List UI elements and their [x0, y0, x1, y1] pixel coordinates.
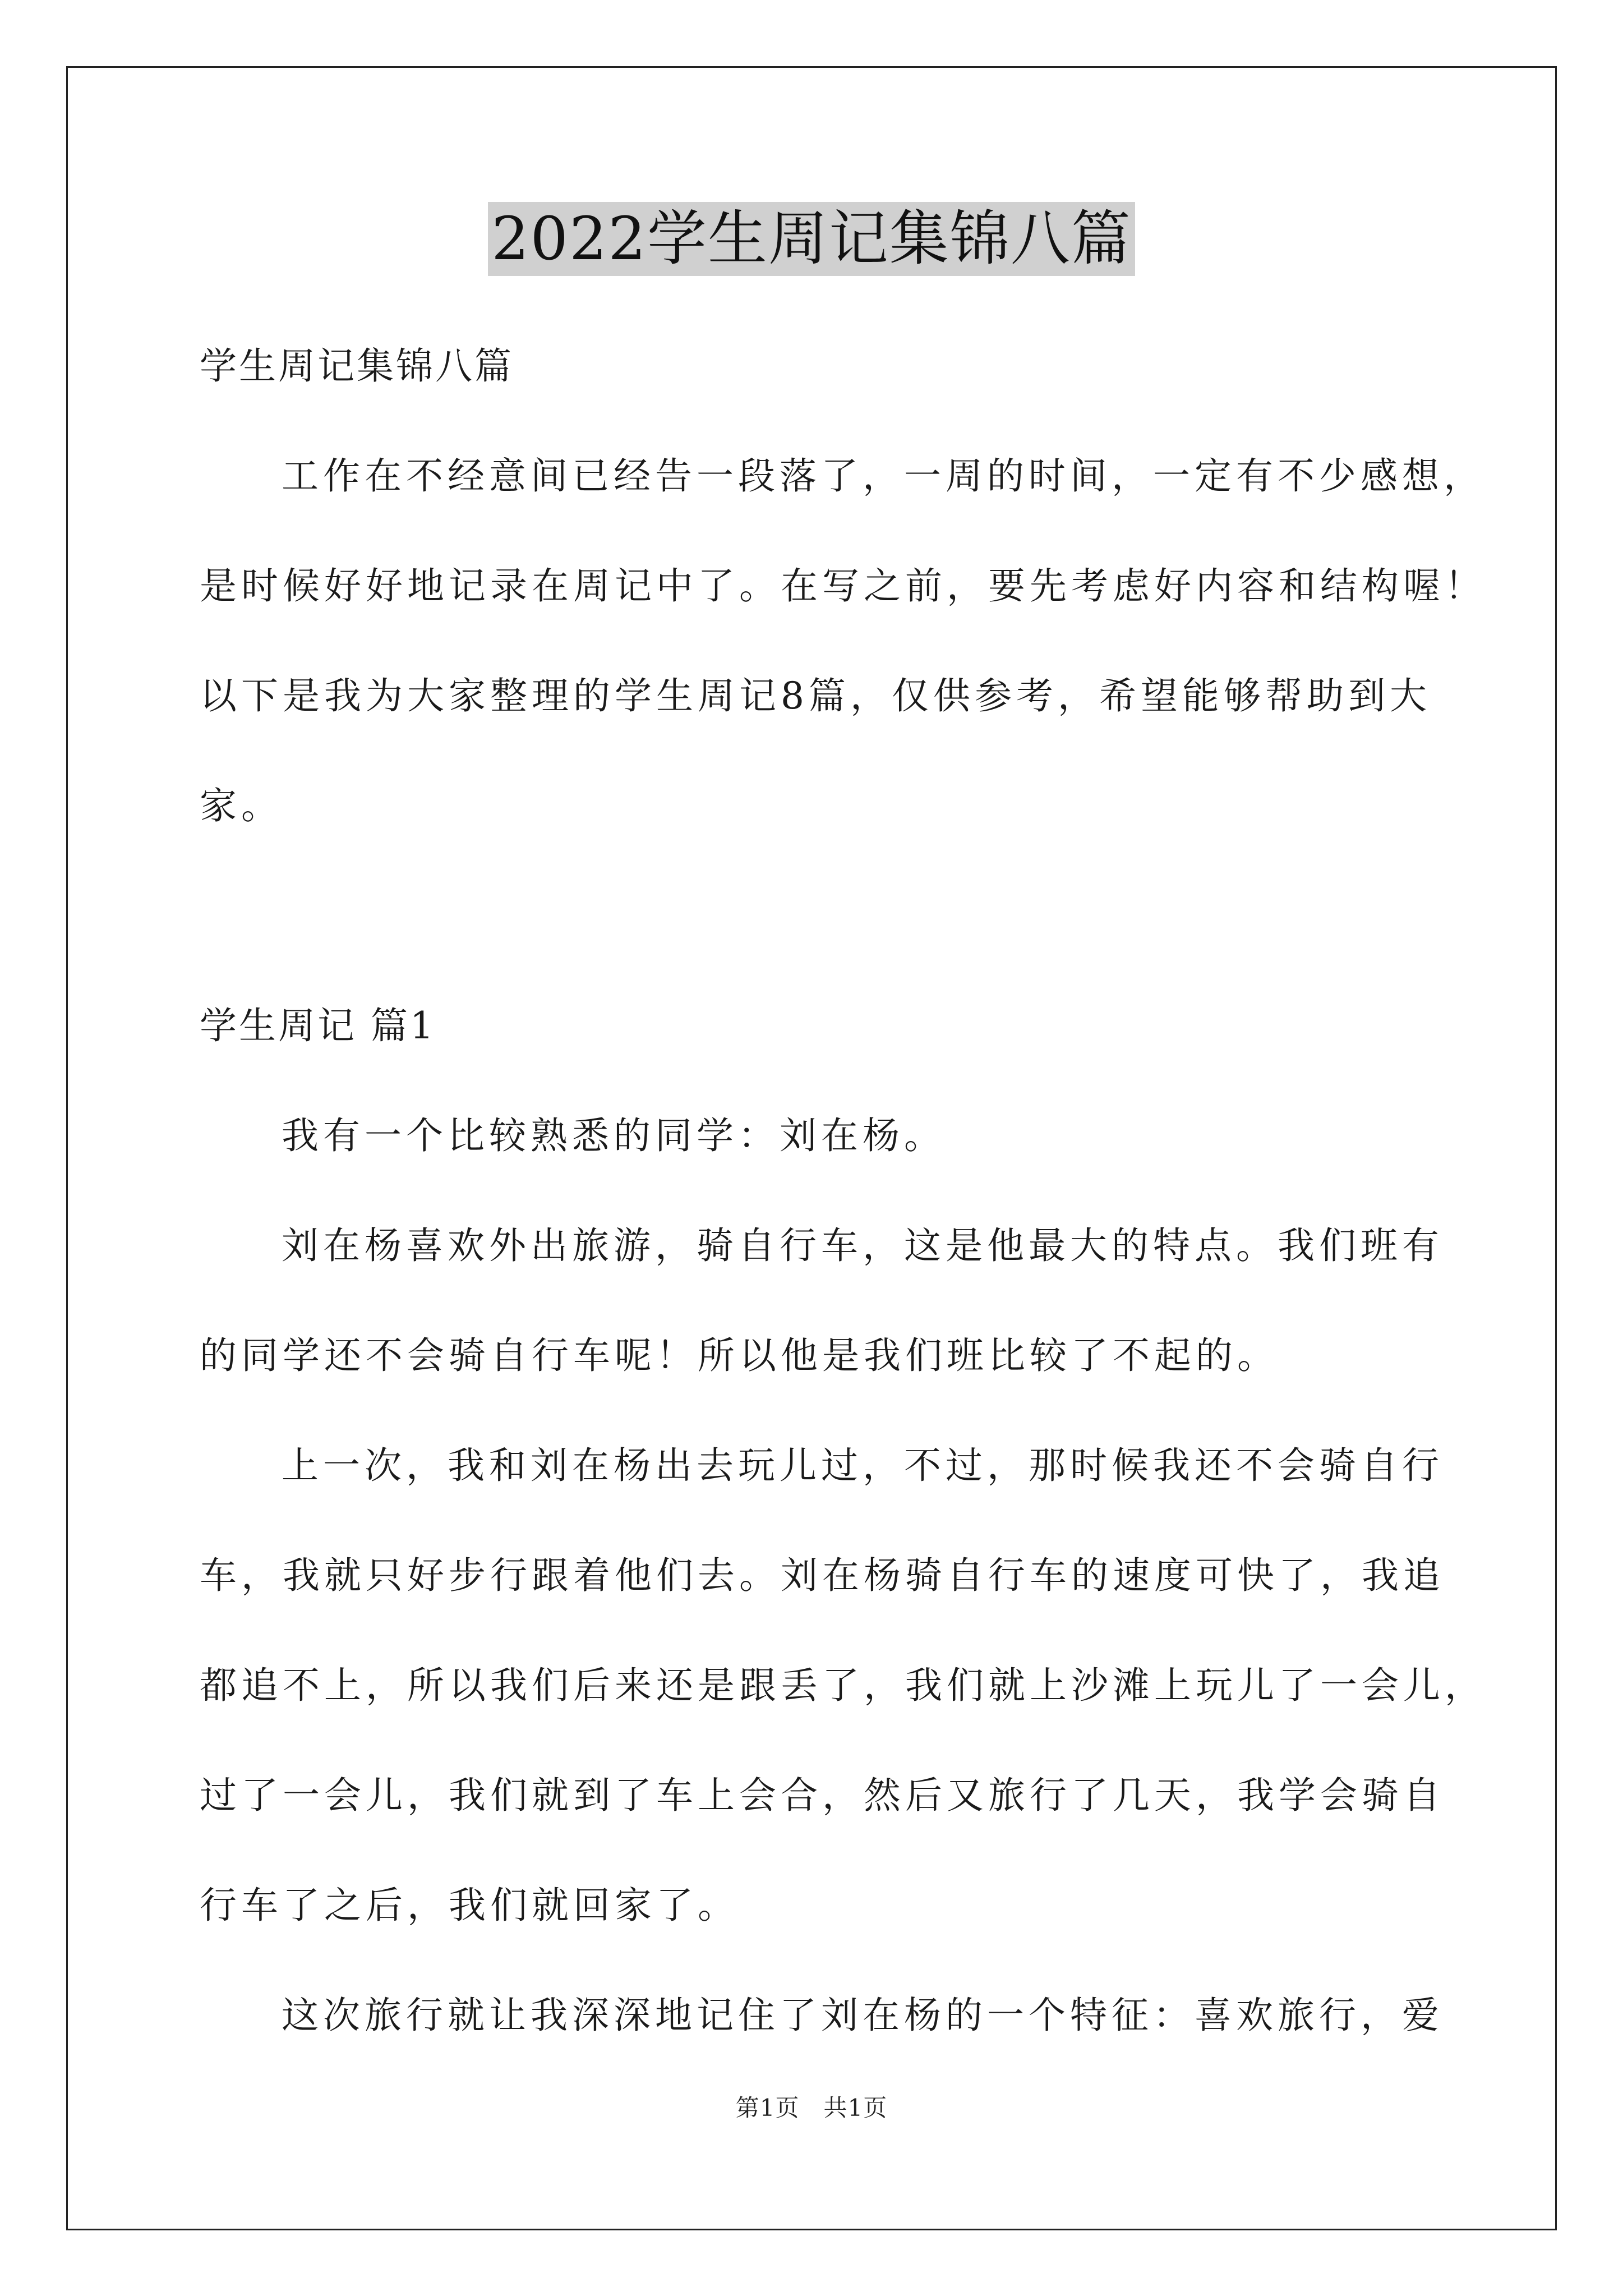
subtitle-line: 学生周记集锦八篇	[200, 344, 514, 388]
page-footer: 第1页 共1页	[735, 2094, 888, 2122]
document-title: 2022学生周记集锦八篇	[488, 202, 1135, 276]
blank-line	[200, 861, 1450, 971]
paragraph-line: 都追不上，所以我们后来还是跟丢了，我们就上沙滩上玩儿了一会儿，	[200, 1664, 1486, 1707]
paragraph-line: 工作在不经意间已经告一段落了，一周的时间，一定有不少感想，	[282, 454, 1485, 498]
document-body	[200, 311, 1486, 2070]
paragraph-line: 的同学还不会骑自行车呢！所以他是我们班比较了不起的。	[200, 1334, 1279, 1377]
section-heading: 学生周记 篇1	[200, 1004, 436, 1047]
paragraph-line: 这次旅行就让我深深地记住了刘在杨的一个特征：喜欢旅行，爱	[282, 1994, 1444, 2037]
paragraph-line: 上一次，我和刘在杨出去玩儿过，不过，那时候我还不会骑自行	[282, 1444, 1444, 1487]
paragraph-line: 过了一会儿，我们就到了车上会合，然后又旅行了几天，我学会骑自	[200, 1774, 1445, 1817]
paragraph-line: 是时候好好地记录在周记中了。在写之前，要先考虑好内容和结构喔！	[200, 564, 1486, 608]
paragraph-line: 我有一个比较熟悉的同学：刘在杨。	[282, 1114, 946, 1157]
paragraph-line: 行车了之后，我们就回家了。	[200, 1884, 739, 1927]
title-container	[0, 202, 1623, 276]
paragraph-line: 家。	[200, 784, 283, 827]
paragraph-line: 刘在杨喜欢外出旅游，骑自行车，这是他最大的特点。我们班有	[282, 1224, 1444, 1267]
paragraph-line: 车，我就只好步行跟着他们去。刘在杨骑自行车的速度可快了，我追	[200, 1554, 1445, 1597]
paragraph-line: 以下是我为大家整理的学生周记8篇，仅供参考，希望能够帮助到大	[200, 674, 1431, 717]
